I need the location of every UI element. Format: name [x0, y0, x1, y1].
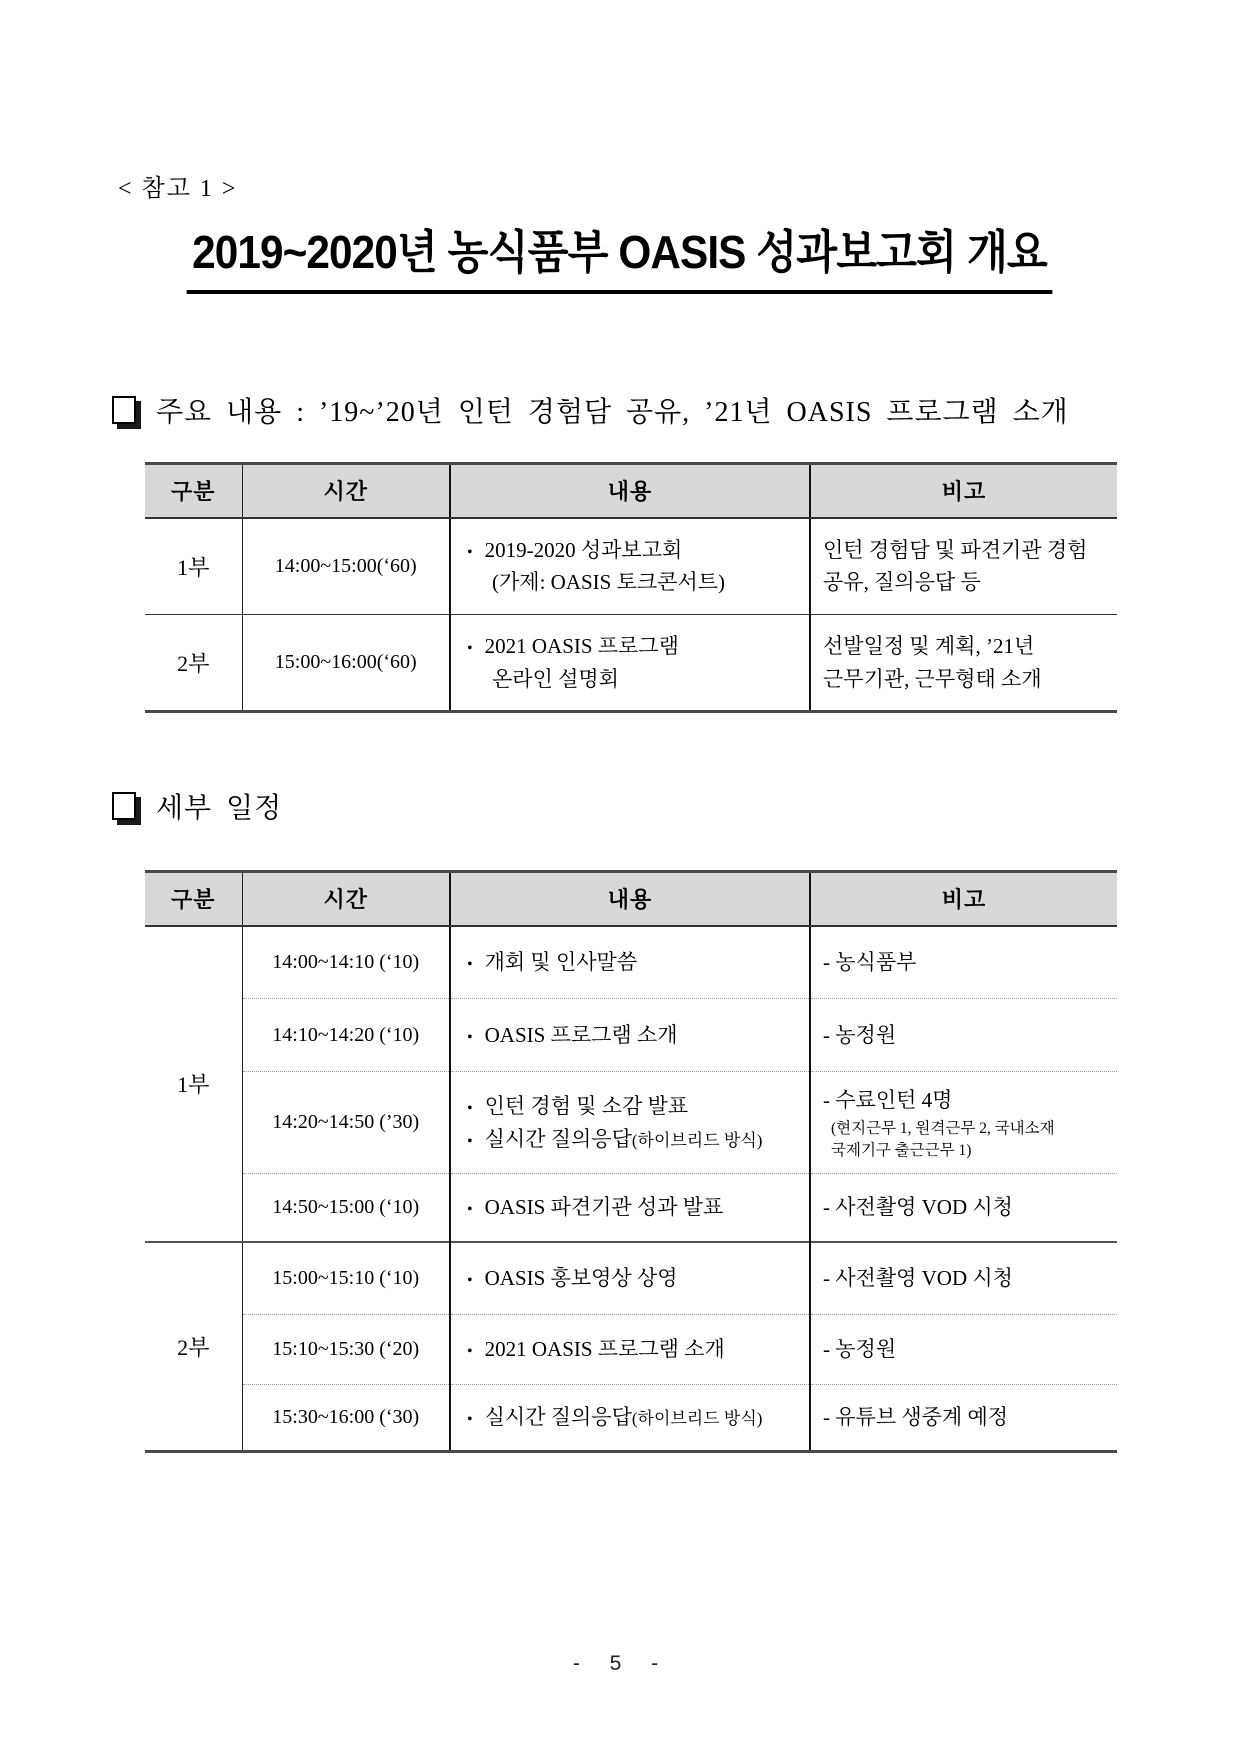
content-text: 인턴 경험 및 소감 발표 — [484, 1093, 689, 1118]
content-line — [467, 1123, 803, 1156]
content-line — [467, 1090, 803, 1123]
section-heading-label: 세부 일정 — [156, 793, 283, 824]
table-row — [145, 1242, 1117, 1315]
bullet-icon: • — [467, 1343, 473, 1361]
content-cell — [450, 1174, 810, 1242]
content-line — [467, 1019, 803, 1052]
table-row — [145, 999, 1117, 1072]
content-line — [467, 1191, 803, 1224]
note-cell: 선발일정 및 계획, ’21년 근무기관, 근무형태 소개 — [810, 615, 1117, 712]
content-text: OASIS 프로그램 소개 — [484, 1022, 678, 1047]
section-heading-detail-schedule — [112, 786, 282, 826]
section-checkbox-icon — [112, 396, 136, 424]
note-text: - 수료인턴 4명 — [823, 1087, 953, 1112]
col-header-time: 시간 — [242, 872, 450, 926]
note-cell: - 유튜브 생중계 예정 — [810, 1385, 1117, 1452]
bullet-icon: • — [467, 1271, 473, 1289]
note-cell: - 농정원 — [810, 1315, 1117, 1385]
part-cell: 2부 — [145, 1242, 242, 1452]
bullet-icon: • — [467, 955, 473, 973]
content-cell — [450, 1315, 810, 1385]
content-line — [467, 946, 803, 979]
note-cell: - 사전촬영 VOD 시청 — [810, 1174, 1117, 1242]
table-row — [145, 1385, 1117, 1452]
content-cell — [450, 1072, 810, 1174]
table-header-row — [145, 464, 1117, 518]
col-header-part: 구분 — [145, 872, 242, 926]
content-line — [467, 1401, 803, 1434]
time-cell: 15:10~15:30 (‘20) — [242, 1315, 450, 1385]
time-cell: 14:10~14:20 (‘10) — [242, 999, 450, 1072]
content-text: 2021 OASIS 프로그램 — [484, 633, 679, 658]
bullet-icon: • — [467, 1028, 473, 1046]
table-row — [145, 1072, 1117, 1174]
detail-schedule-table — [145, 870, 1117, 1453]
content-cell — [450, 926, 810, 999]
bullet-icon: • — [467, 1132, 473, 1150]
content-text: 2021 OASIS 프로그램 소개 — [484, 1337, 725, 1362]
note-text-small: (현지근무 1, 원격근무 2, 국내소재 국제기구 출근근무 1) — [831, 1120, 1055, 1159]
content-text: OASIS 홍보영상 상영 — [484, 1265, 678, 1290]
part-cell: 1부 — [177, 554, 210, 580]
content-cell — [450, 615, 810, 712]
table-row — [145, 1315, 1117, 1385]
time-cell: 14:00~15:00(‘60) — [242, 518, 450, 615]
bullet-icon: • — [467, 1411, 473, 1429]
bullet-icon: • — [467, 543, 473, 561]
bullet-icon: • — [467, 1099, 473, 1117]
content-line — [467, 1333, 803, 1366]
col-header-content: 내용 — [450, 464, 810, 518]
content-line — [467, 1262, 803, 1295]
table-row — [145, 1174, 1117, 1242]
section-heading-label: 주요 내용 : ’19~’20년 인턴 경험담 공유, ’21년 OASIS 프로그램 소개 — [156, 397, 1069, 428]
note-cell: - 사전촬영 VOD 시청 — [810, 1242, 1117, 1315]
note-cell: - 농식품부 — [810, 926, 1117, 999]
time-cell: 14:00~14:10 (‘10) — [242, 926, 450, 999]
content-text: OASIS 파견기관 성과 발표 — [484, 1194, 724, 1219]
content-text: 개회 및 인사말씀 — [484, 949, 638, 974]
section-heading-main-content — [112, 390, 1069, 430]
bullet-icon: • — [467, 1200, 473, 1218]
table-row — [145, 615, 1117, 712]
col-header-content: 내용 — [450, 872, 810, 926]
content-cell — [450, 518, 810, 615]
part-cell: 1부 — [177, 1072, 210, 1097]
page-number: - 5 - — [572, 1652, 668, 1675]
content-cell — [450, 999, 810, 1072]
time-cell: 15:00~15:10 (‘10) — [242, 1242, 450, 1315]
overview-table — [145, 462, 1117, 713]
col-header-note: 비고 — [810, 872, 1117, 926]
content-text: 실시간 질의응답 — [484, 1126, 632, 1151]
content-cell — [450, 1385, 810, 1452]
reference-label: < 참고 1 > — [118, 176, 238, 202]
time-cell: 14:20~14:50 (’30) — [242, 1072, 450, 1174]
time-cell: 15:30~16:00 (‘30) — [242, 1385, 450, 1452]
table-row — [145, 926, 1117, 999]
section-checkbox-icon — [112, 792, 136, 820]
content-cell — [450, 1242, 810, 1315]
content-line: (가제: OASIS 토크콘서트) — [492, 570, 726, 595]
content-text-small: (하이브리드 방식) — [631, 1409, 763, 1429]
bullet-icon: • — [467, 639, 473, 657]
note-cell: - 농정원 — [810, 999, 1117, 1072]
content-text: 실시간 질의응답 — [484, 1405, 632, 1430]
note-cell: 인턴 경험담 및 파견기관 경험 공유, 질의응답 등 — [810, 518, 1117, 615]
time-cell: 15:00~16:00(‘60) — [242, 615, 450, 712]
page-title: 2019~2020년 농식품부 OASIS 성과보고회 개요 — [187, 216, 1053, 294]
content-line — [467, 630, 803, 663]
title-wrap — [0, 216, 1240, 294]
col-header-note: 비고 — [810, 464, 1117, 518]
content-line — [467, 534, 803, 567]
table-row — [145, 518, 1117, 615]
content-line: 온라인 설명회 — [492, 666, 619, 691]
content-text: 2019-2020 성과보고회 — [484, 537, 683, 562]
time-cell: 14:50~15:00 (‘10) — [242, 1174, 450, 1242]
content-text-small: (하이브리드 방식) — [631, 1130, 763, 1150]
table-header-row — [145, 872, 1117, 926]
col-header-time: 시간 — [242, 464, 450, 518]
col-header-part: 구분 — [145, 464, 242, 518]
part-cell: 2부 — [145, 615, 242, 712]
note-cell — [810, 1072, 1117, 1174]
